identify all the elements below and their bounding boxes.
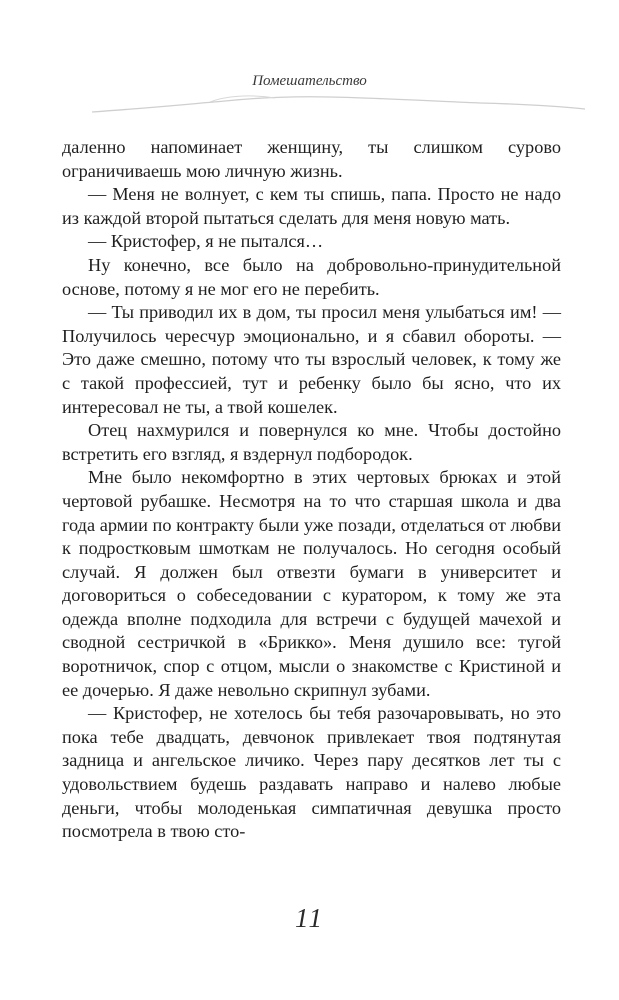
- paragraph: — Кристофер, не хотелось бы тебя разочаровывать, но это пока тебе двадцать, девчонок привлекает твоя подтянутая задница и ангельское личико. Через пару десятков лет ты с удовольствием будешь раздавать направо и налево любые деньги, чтобы молоденькая симпатичная девушка просто посмотрела в твою сто-: [62, 703, 561, 842]
- body-text: [62, 136, 561, 844]
- header-swoosh-ornament: [0, 92, 619, 114]
- paragraph: Ну конечно, все было на добровольно-принудительной основе, потому я не мог его не перебить.: [62, 254, 561, 299]
- paragraph: — Ты приводил их в дом, ты просил меня улыбаться им! — Получилось чересчур эмоционально, и я сбавил обороты. — Это даже смешно, потому что ты взрослый человек, к тому же с такой профессией, тут и ребенку было бы ясно, что их интересовал не ты, а твой кошелек.: [62, 302, 561, 417]
- paragraph: Отец нахмурился и повернулся ко мне. Чтобы достойно встретить его взгляд, я вздернул подбородок.: [62, 420, 561, 464]
- paragraph: — Кристофер, я не пытался…: [88, 231, 324, 252]
- paragraph: — Меня не волнует, с кем ты спишь, папа. Просто не надо из каждой второй пытаться сделать для меня новую мать.: [62, 184, 561, 228]
- paragraph: даленно напоминает женщину, ты слишком сурово ограничиваешь мою личную жизнь.: [62, 137, 561, 181]
- page-number: 11: [295, 903, 324, 933]
- running-title: Помешательство: [252, 73, 367, 89]
- paragraph: Мне было некомфортно в этих чертовых брюках и этой чертовой рубашке. Несмотря на то что старшая школа и два года армии по контракту были уже позади, отделаться от любви к подростковым шмоткам не получалось. Но сегодня особый случай. Я должен был отвезти бумаги в университет и договориться о собеседовании с куратором, к тому же эта одежда вполне подходила для встречи с будущей мачехой и сводной сестричкой в «Брикко». Меня душило все: тугой воротничок, спор с отцом, мысли о знакомстве с Кристиной и ее дочерью. Я даже невольно скрипнул зубами.: [62, 467, 561, 700]
- running-header: [0, 0, 619, 130]
